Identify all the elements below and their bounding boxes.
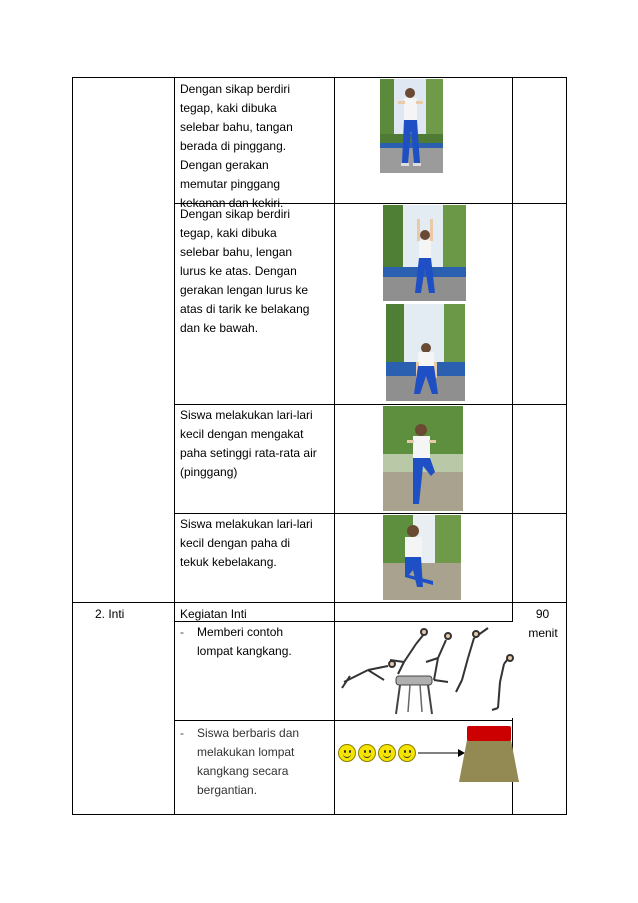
table-border-bottom	[72, 814, 567, 815]
section-number: 2. Inti	[95, 607, 125, 621]
table-border-top	[72, 77, 567, 78]
inti-item-1-text: Memberi contoh lompat kangkang.	[197, 625, 292, 658]
row-divider-6	[174, 720, 512, 721]
bullet-dash: -	[180, 726, 184, 740]
inti-item-2-text: Siswa berbaris dan melakukan lompat kangkang secara bergantian.	[197, 726, 300, 797]
row-divider-2	[174, 404, 567, 405]
student-smiley-icon	[398, 744, 416, 762]
student-smiley-icon	[358, 744, 376, 762]
row-2-description: Dengan sikap berdiri tegap, kaki dibuka selebar bahu, lengan lurus ke atas. Dengan gerakan lengan lurus ke atas di tarik ke belakang dan ke bawah.	[180, 207, 310, 335]
vault-demonstration-illustration	[338, 622, 516, 718]
photo-high-knee-run	[383, 406, 463, 511]
row-4-description: Siswa melakukan lari-lari kecil dengan paha di tekuk kebelakang.	[180, 517, 313, 569]
photo-heel-kick-run	[383, 515, 461, 600]
section-heading: Kegiatan Inti	[180, 607, 247, 621]
photo-waist-rotation	[380, 79, 443, 173]
bullet-dash: -	[180, 625, 184, 639]
row-divider-3	[174, 513, 567, 514]
photo-arms-down	[386, 304, 465, 401]
student-smiley-icon	[338, 744, 356, 762]
table-border-right	[566, 77, 567, 815]
student-smiley-icon	[378, 744, 396, 762]
table-col-divider-1	[174, 77, 175, 815]
vaulting-box-diagram	[457, 724, 521, 784]
row-3-description: Siswa melakukan lari-lari kecil dengan mengakat paha setinggi rata-rata air (pinggang)	[180, 408, 317, 479]
duration-unit: menit	[528, 626, 558, 640]
duration-value: 90	[535, 607, 550, 621]
row-1-description: Dengan sikap berdiri tegap, kaki dibuka selebar bahu, tangan berada di pinggang. Dengan gerakan memutar pinggang kekanan dan kekiri.	[180, 82, 293, 210]
table-border-left	[72, 77, 73, 815]
photo-arms-up	[383, 205, 466, 301]
row-divider-4	[72, 602, 567, 603]
